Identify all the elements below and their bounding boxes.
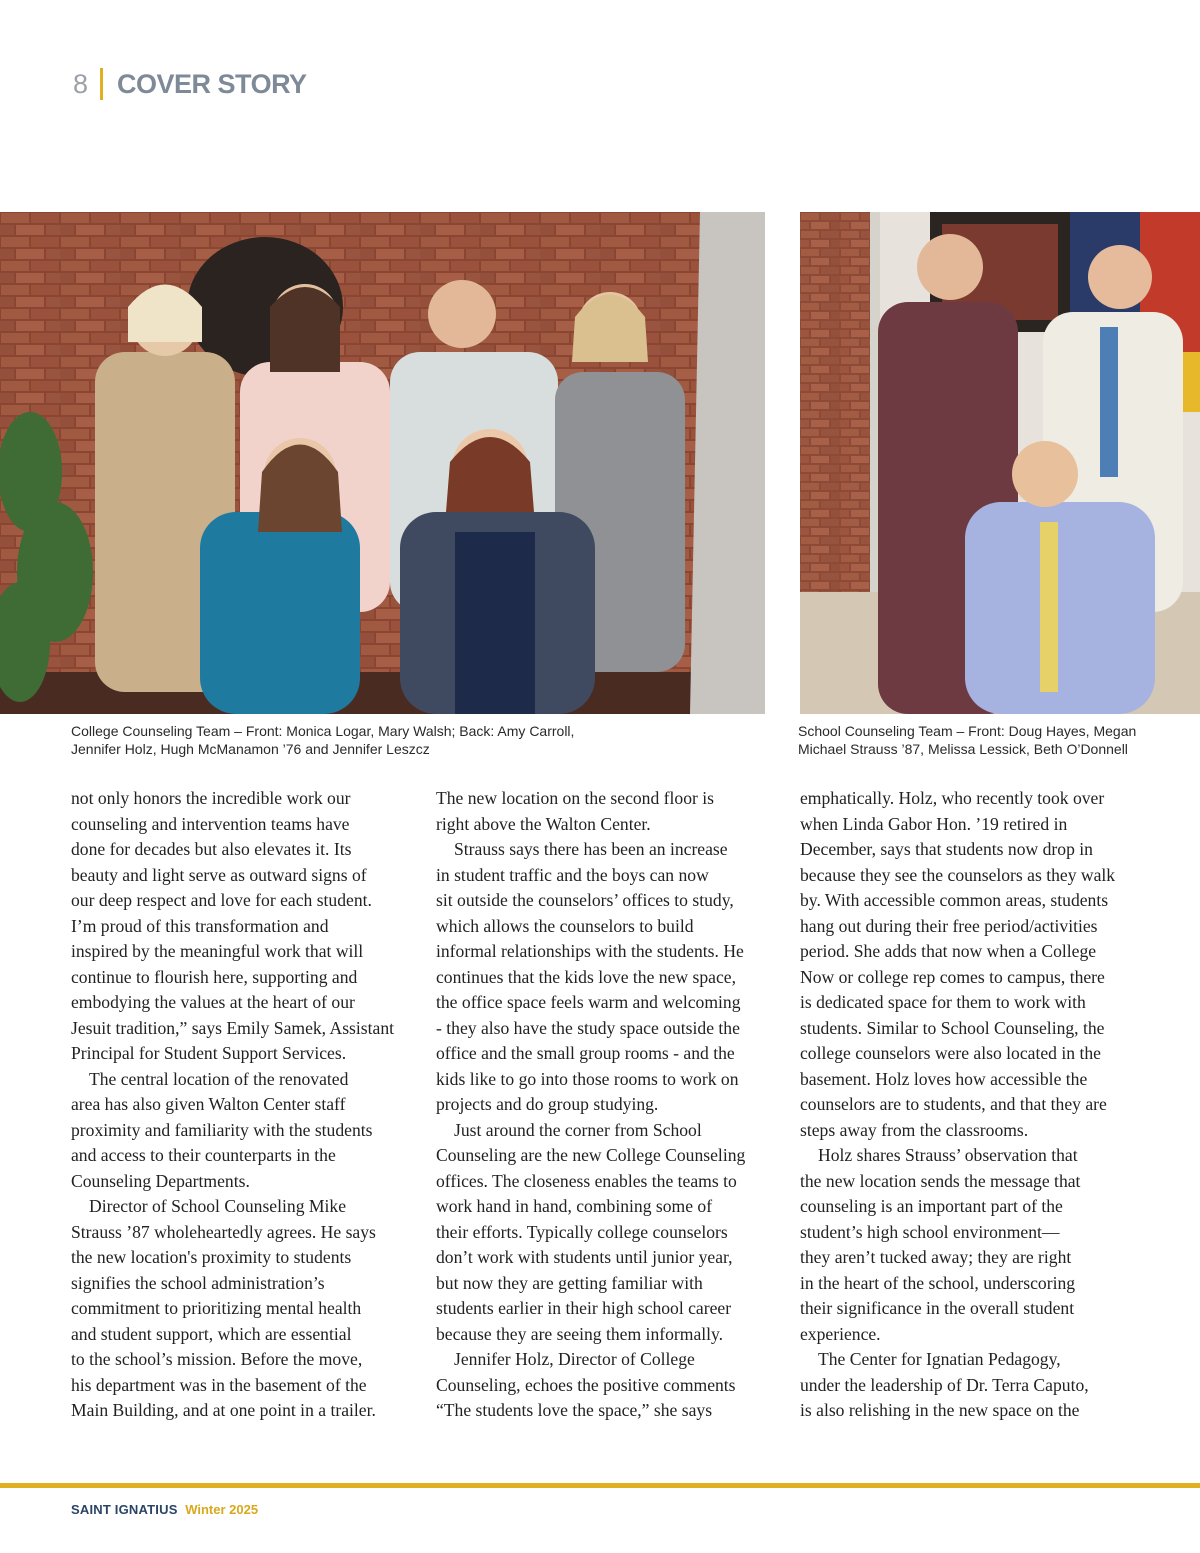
text-line: The central location of the renovated (89, 1068, 349, 1089)
text-line: informal relationships with the students. He (436, 941, 744, 961)
text-line: - they also have the study space outside the (436, 1017, 740, 1038)
text-line: his department was in the basement of the (71, 1374, 367, 1395)
text-line: not only honors the incredible work our (71, 788, 351, 808)
text-line: Now or college rep comes to campus, there (800, 966, 1105, 987)
text-line: kids like to go into those rooms to work on (436, 1068, 739, 1089)
text-line: but now they are getting familiar with (436, 1272, 703, 1293)
text-line: they aren’t tucked away; they are right (800, 1247, 1072, 1267)
text-line: area has also given Walton Center staff (71, 1094, 346, 1114)
section-title: COVER STORY (117, 68, 307, 99)
text-line: commitment to prioritizing mental health (71, 1298, 362, 1318)
caption-line: School Counseling Team – Front: Doug Hayes, Megan (798, 723, 1137, 739)
caption-line: Michael Strauss ’87, Melissa Lessick, Beth O’Donnell (798, 741, 1128, 757)
text-line: signifies the school administration’s (71, 1272, 325, 1293)
text-line: steps away from the classrooms. (800, 1119, 1029, 1140)
school-counseling-photo-image (800, 212, 1200, 714)
text-line: because they are seeing them informally. (436, 1323, 724, 1344)
text-line: period. She adds that now when a College (800, 941, 1097, 961)
text-line: basement. Holz loves how accessible the (800, 1068, 1088, 1089)
text-line: the new location's proximity to students (71, 1247, 352, 1267)
text-line: Jesuit tradition,” says Emily Samek, Assistant (71, 1017, 395, 1038)
page-header (73, 64, 307, 104)
text-line: proximity and familiarity with the students (71, 1119, 373, 1140)
text-line: because they see the counselors as they walk (800, 864, 1116, 885)
caption-line: College Counseling Team – Front: Monica Logar, Mary Walsh; Back: Amy Carroll, (71, 723, 575, 739)
publication-name: SAINT IGNATIUS (71, 1502, 178, 1517)
text-line: I’m proud of this transformation and (71, 915, 329, 936)
page-number: 8 (73, 68, 89, 99)
text-line: by. With accessible common areas, students (800, 890, 1109, 910)
text-line: hang out during their free period/activities (800, 915, 1098, 936)
text-line: offices. The closeness enables the teams to (436, 1170, 737, 1191)
text-line: Strauss ’87 wholeheartedly agrees. He says (71, 1221, 376, 1242)
article-column-2 (436, 786, 771, 1424)
text-line: right above the Walton Center. (436, 813, 651, 834)
text-line: is also relishing in the new space on the (800, 1400, 1080, 1420)
text-line: The Center for Ignatian Pedagogy, (818, 1349, 1061, 1369)
text-line: Jennifer Holz, Director of College (454, 1349, 695, 1369)
college-counseling-caption (71, 722, 574, 758)
text-line: beauty and light serve as outward signs of (71, 864, 367, 885)
text-line: experience. (800, 1323, 881, 1344)
text-line: and student support, which are essential (71, 1323, 352, 1344)
text-line: the new location sends the message that (800, 1170, 1081, 1191)
text-line: counseling is an important part of the (800, 1196, 1063, 1216)
text-line: Counseling, echoes the positive comments (436, 1374, 736, 1395)
article-column-1 (71, 786, 406, 1424)
text-line: don’t work with students until junior year, (436, 1247, 733, 1267)
text-line: projects and do group studying. (436, 1094, 659, 1114)
text-line: students earlier in their high school career (436, 1298, 732, 1318)
text-line: in student traffic and the boys can now (436, 864, 709, 885)
text-line: counseling and intervention teams have (71, 813, 350, 834)
page-footer (71, 1502, 258, 1517)
text-line: Main Building, and at one point in a trailer. (71, 1400, 376, 1420)
text-line: emphatically. Holz, who recently took over (800, 788, 1105, 808)
text-line: Holz shares Strauss’ observation that (818, 1145, 1078, 1165)
caption-line: Jennifer Holz, Hugh McManamon ’76 and Jennifer Leszcz (71, 741, 430, 757)
text-line: December, says that students now drop in (800, 839, 1093, 859)
text-line: done for decades but also elevates it. Its (71, 839, 352, 859)
text-line: is dedicated space for them to work with (800, 992, 1086, 1012)
article-column-3 (800, 786, 1135, 1424)
text-line: inspired by the meaningful work that will (71, 941, 364, 961)
text-line: The new location on the second floor is (436, 788, 715, 808)
text-line: under the leadership of Dr. Terra Caputo, (800, 1374, 1089, 1395)
text-line: students. Similar to School Counseling, the (800, 1017, 1105, 1038)
text-line: to the school’s mission. Before the move, (71, 1349, 363, 1369)
header-divider (100, 68, 103, 100)
text-line: which allows the counselors to build (436, 915, 694, 936)
text-line: work hand in hand, combining some of (436, 1196, 713, 1216)
text-line: “The students love the space,” she says (436, 1400, 713, 1420)
text-line: continues that the kids love the new space, (436, 966, 736, 987)
text-line: continue to flourish here, supporting and (71, 966, 358, 987)
text-line: student’s high school environment— (800, 1221, 1060, 1242)
college-counseling-photo-image (0, 212, 765, 714)
text-line: sit outside the counselors’ offices to study, (436, 890, 734, 910)
text-line: Principal for Student Support Services. (71, 1043, 347, 1063)
text-line: Director of School Counseling Mike (89, 1196, 347, 1216)
text-line: office and the small group rooms - and the (436, 1043, 735, 1063)
text-line: embodying the values at the heart of our (71, 992, 355, 1012)
text-line: and access to their counterparts in the (71, 1145, 336, 1165)
text-line: when Linda Gabor Hon. ’19 retired in (800, 813, 1068, 834)
school-counseling-caption (798, 722, 1136, 758)
text-line: Just around the corner from School (454, 1119, 702, 1140)
text-line: college counselors were also located in the (800, 1043, 1101, 1063)
text-line: Strauss says there has been an increase (454, 839, 728, 859)
text-line: their efforts. Typically college counselors (436, 1221, 728, 1242)
text-line: their significance in the overall student (800, 1298, 1075, 1318)
issue-label: Winter 2025 (185, 1502, 259, 1517)
college-counseling-photo (0, 212, 765, 714)
footer-rule (0, 1483, 1200, 1488)
text-line: our deep respect and love for each student. (71, 890, 372, 910)
text-line: Counseling Departments. (71, 1170, 250, 1191)
text-line: the office space feels warm and welcoming (436, 992, 741, 1012)
text-line: counselors are to students, and that they are (800, 1094, 1107, 1114)
text-line: in the heart of the school, underscoring (800, 1272, 1076, 1293)
text-line: Counseling are the new College Counseling (436, 1145, 746, 1165)
school-counseling-photo (800, 212, 1200, 714)
